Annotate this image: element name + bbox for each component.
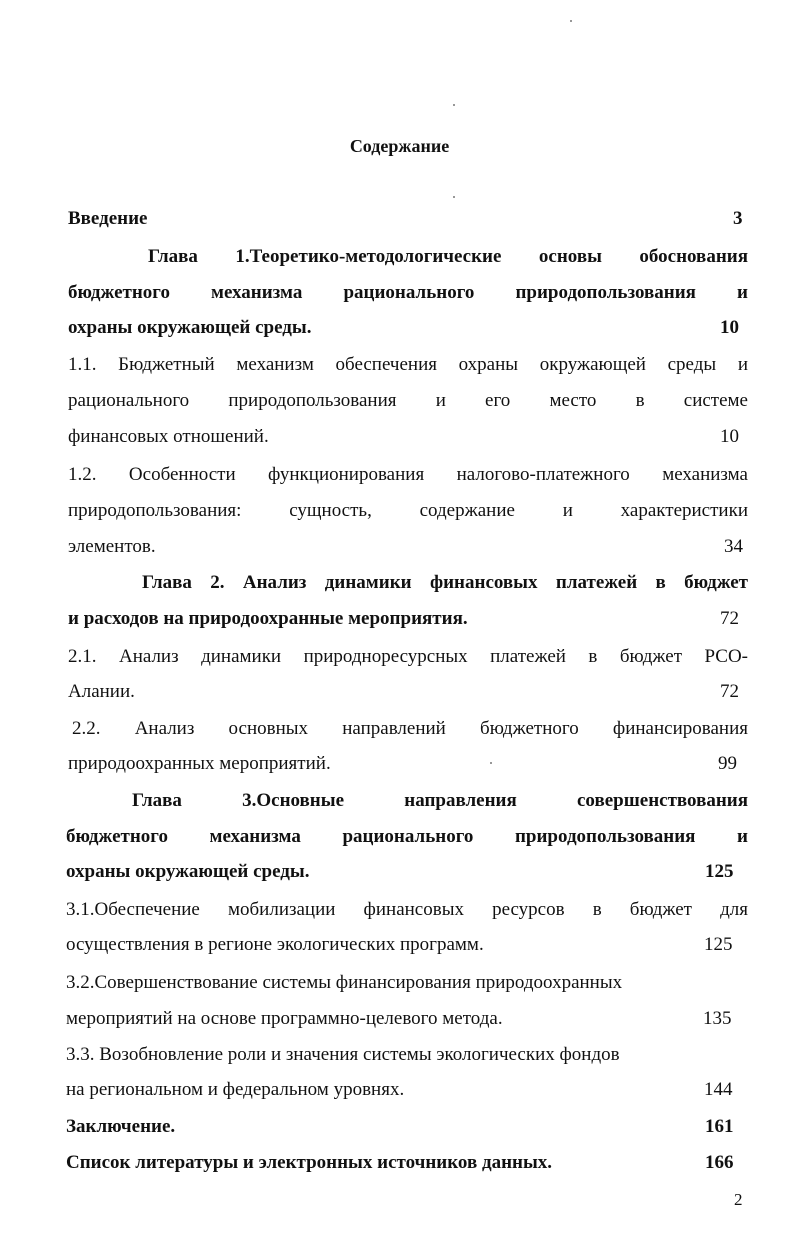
page-number: 2: [734, 1190, 743, 1209]
toc-entry-text: 3.3. Возобновление роли и значения системы экологических фондов: [66, 1044, 620, 1065]
toc-entry-page: 135: [703, 1008, 732, 1029]
toc-entry-text: финансовых отношений.: [68, 426, 269, 447]
toc-entry-text: бюджетного механизма рационального природопользования и: [66, 826, 748, 847]
toc-entry-text: Алании.: [68, 681, 135, 702]
toc-entry-page: 166: [705, 1152, 734, 1173]
toc-entry-page: 125: [705, 861, 734, 882]
toc-entry-text: Глава 2. Анализ динамики финансовых платежей в бюджет: [142, 572, 748, 593]
toc-entry-page: 3: [733, 208, 743, 229]
scan-speck: [490, 762, 492, 764]
toc-entry-text: Глава 1.Теоретико-методологические основы обоснования: [148, 246, 748, 267]
toc-entry-text: и расходов на природоохранные мероприятия.: [68, 608, 468, 629]
page-title: Содержание: [349, 136, 450, 156]
toc-entry-text: мероприятий на основе программно-целевого метода.: [66, 1008, 503, 1029]
toc-entry-text: Заключение.: [66, 1116, 176, 1137]
toc-entry-text: природоохранных мероприятий.: [68, 753, 331, 774]
toc-entry-page: 161: [705, 1116, 734, 1137]
toc-entry-text: природопользования: сущность, содержание и характеристики: [68, 500, 748, 521]
toc-entry-text: бюджетного механизма рационального природопользования и: [68, 282, 748, 303]
toc-entry-text: охраны окружающей среды.: [66, 861, 310, 882]
toc-entry-page: 34: [724, 536, 743, 557]
scan-speck: [570, 20, 572, 22]
toc-entry-text: 3.2.Совершенствование системы финансирования природоохранных: [66, 972, 623, 993]
toc-entry-text: Список литературы и электронных источников данных.: [66, 1152, 553, 1173]
scan-speck: [453, 104, 455, 106]
toc-entry-page: 10: [720, 426, 739, 447]
toc-entry-text: 1.2. Особенности функционирования налогово-платежного механизма: [68, 464, 748, 485]
toc-entry-page: 72: [720, 681, 739, 702]
toc-entry-text: 1.1. Бюджетный механизм обеспечения охраны окружающей среды и: [68, 354, 748, 375]
toc-entry-page: 144: [704, 1079, 733, 1100]
toc-entry-page: 72: [720, 608, 739, 629]
toc-entry-page: 99: [718, 753, 737, 774]
toc-entry-text: на региональном и федеральном уровнях.: [66, 1079, 405, 1100]
toc-entry-text: 3.1.Обеспечение мобилизации финансовых ресурсов в бюджет для: [66, 899, 748, 920]
toc-entry-text: охраны окружающей среды.: [68, 317, 312, 338]
toc-entry-text: рационального природопользования и его место в системе: [68, 390, 748, 411]
toc-entry-text: Глава 3.Основные направления совершенствования: [132, 790, 748, 811]
toc-entry-text: 2.2. Анализ основных направлений бюджетного финансирования: [72, 718, 748, 739]
toc-entry-text: 2.1. Анализ динамики природноресурсных платежей в бюджет РСО-: [68, 646, 748, 667]
toc-entry-text: Введение: [68, 208, 148, 229]
scan-speck: [453, 196, 455, 198]
toc-entry-page: 10: [720, 317, 739, 338]
toc-entry-page: 125: [704, 934, 733, 955]
toc-entry-text: элементов.: [68, 536, 156, 557]
toc-entry-text: осуществления в регионе экологических программ.: [66, 934, 484, 955]
